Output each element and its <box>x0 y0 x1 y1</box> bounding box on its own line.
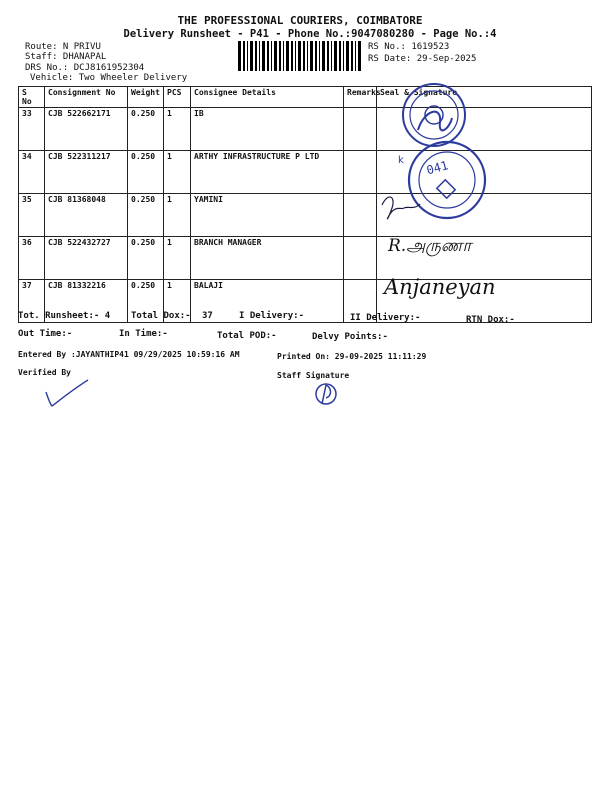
table-header-row <box>19 87 592 108</box>
out-time: Out Time:- <box>18 329 73 339</box>
barcode-bar <box>259 41 260 71</box>
drs-number: DRS No.: DCJ8161952304 <box>25 63 145 73</box>
cell-remarks <box>344 108 377 151</box>
signature-row-36: R.அருணா <box>388 236 472 256</box>
cell-consignment: CJB 81368048 <box>45 194 128 237</box>
barcode-bar <box>298 41 301 71</box>
barcode-bar <box>247 41 248 71</box>
barcode-bar <box>255 41 257 71</box>
route-label: Route: N PRIVU <box>25 42 101 52</box>
barcode-bar <box>274 41 277 71</box>
total-runsheet: Tot. Runsheet:- 4 <box>18 311 111 321</box>
barcode-bar <box>315 41 317 71</box>
entered-by: Entered By :JAYANTHIP41 09/29/2025 10:59:16 AM <box>18 350 240 359</box>
barcode-bar <box>238 41 241 71</box>
cell-weight: 0.250 <box>128 237 164 280</box>
table-row <box>19 108 592 151</box>
staff-signature-label: Staff Signature <box>277 371 350 380</box>
barcode-bar <box>343 41 344 71</box>
col-pcs: PCS <box>164 87 191 108</box>
runsheet-subtitle: Delivery Runsheet - P41 - Phone No.:9047080280 - Page No.:4 <box>123 28 497 40</box>
cell-consignment: CJB 522662171 <box>45 108 128 151</box>
cell-consignment: CJB 522432727 <box>45 237 128 280</box>
col-sno: S No <box>19 87 45 108</box>
cell-sno: 34 <box>19 151 45 194</box>
cell-remarks <box>344 194 377 237</box>
ii-delivery: II Delivery:- <box>350 313 421 323</box>
barcode-bar <box>295 41 296 71</box>
company-title: THE PROFESSIONAL COURIERS, COIMBATORE <box>177 14 423 27</box>
barcode-bar <box>331 41 332 71</box>
barcode-bar <box>351 41 353 71</box>
barcode-bar <box>243 41 245 71</box>
signature-row-37: Anjaneyan <box>384 275 496 299</box>
tick-mark: k <box>398 155 404 166</box>
col-consignment: Consignment No <box>45 87 128 108</box>
verified-by: Verified By <box>18 368 71 377</box>
barcode-bar <box>291 41 293 71</box>
rs-date: RS Date: 29-Sep-2025 <box>368 54 477 64</box>
barcode-bar <box>267 41 269 71</box>
cell-consignment: CJB 522311217 <box>45 151 128 194</box>
barcode-bar <box>286 41 289 71</box>
cell-consignee: ARTHY INFRASTRUCTURE P LTD <box>191 151 344 194</box>
rtn-dox: RTN Dox:- <box>466 315 515 325</box>
cell-remarks <box>344 237 377 280</box>
cell-consignee: IB <box>191 108 344 151</box>
total-pod: Total POD:- <box>217 331 277 341</box>
cell-pcs: 1 <box>164 194 191 237</box>
total-dox-value: 37 <box>202 311 213 321</box>
barcode-bar <box>355 41 356 71</box>
cell-weight: 0.250 <box>128 194 164 237</box>
col-consignee: Consignee Details <box>191 87 344 108</box>
delivery-points: Delvy Points:- <box>312 332 388 342</box>
verified-tick <box>46 380 88 406</box>
cell-signature <box>377 151 592 194</box>
cell-pcs: 1 <box>164 280 191 323</box>
barcode-bar <box>358 41 361 71</box>
cell-sno: 35 <box>19 194 45 237</box>
vehicle-label: Vehicle: Two Wheeler Delivery <box>30 73 188 83</box>
barcode-bar <box>271 41 272 71</box>
cell-sno: 36 <box>19 237 45 280</box>
rs-number: RS No.: 1619523 <box>368 42 450 52</box>
cell-pcs: 1 <box>164 237 191 280</box>
cell-pcs: 1 <box>164 151 191 194</box>
barcode-image <box>238 41 362 71</box>
staff-label: Staff: DHANAPAL <box>25 52 107 62</box>
cell-weight: 0.250 <box>128 151 164 194</box>
barcode-bar <box>322 41 325 71</box>
barcode-bar <box>310 41 313 71</box>
cell-weight: 0.250 <box>128 280 164 323</box>
cell-consignee: YAMINI <box>191 194 344 237</box>
cell-weight: 0.250 <box>128 108 164 151</box>
cell-consignment: CJB 81332216 <box>45 280 128 323</box>
cell-signature <box>377 194 592 237</box>
table-row <box>19 237 592 280</box>
table-row <box>19 151 592 194</box>
cell-sno: 37 <box>19 280 45 323</box>
barcode-bar <box>250 41 253 71</box>
total-dox-label: Total Dox:- <box>131 311 191 321</box>
cell-consignee: BRANCH MANAGER <box>191 237 344 280</box>
in-time: In Time:- <box>119 329 168 339</box>
barcode-bar <box>262 41 265 71</box>
barcode-bar <box>319 41 320 71</box>
barcode-bar <box>283 41 284 71</box>
cell-remarks <box>344 151 377 194</box>
barcode-bar <box>339 41 341 71</box>
cell-signature <box>377 237 592 280</box>
i-delivery: I Delivery:- <box>239 311 305 321</box>
barcode-bar <box>346 41 349 71</box>
col-weight: Weight <box>128 87 164 108</box>
cell-pcs: 1 <box>164 108 191 151</box>
staff-signature-mark <box>316 384 336 404</box>
col-remarks: Remarks <box>344 87 377 108</box>
table-row <box>19 194 592 237</box>
barcode-bar <box>303 41 305 71</box>
printed-on: Printed On: 29-09-2025 11:11:29 <box>277 352 427 361</box>
cell-sno: 33 <box>19 108 45 151</box>
col-seal-signature: Seal & Signature <box>377 87 592 108</box>
cell-consignee: BALAJI <box>191 280 344 323</box>
barcode-bar <box>279 41 281 71</box>
runsheet-table <box>18 86 592 323</box>
barcode-bar <box>327 41 329 71</box>
barcode-bar <box>307 41 308 71</box>
barcode-bar <box>334 41 337 71</box>
cell-signature <box>377 108 592 151</box>
stamp-code: 041 <box>425 158 450 178</box>
